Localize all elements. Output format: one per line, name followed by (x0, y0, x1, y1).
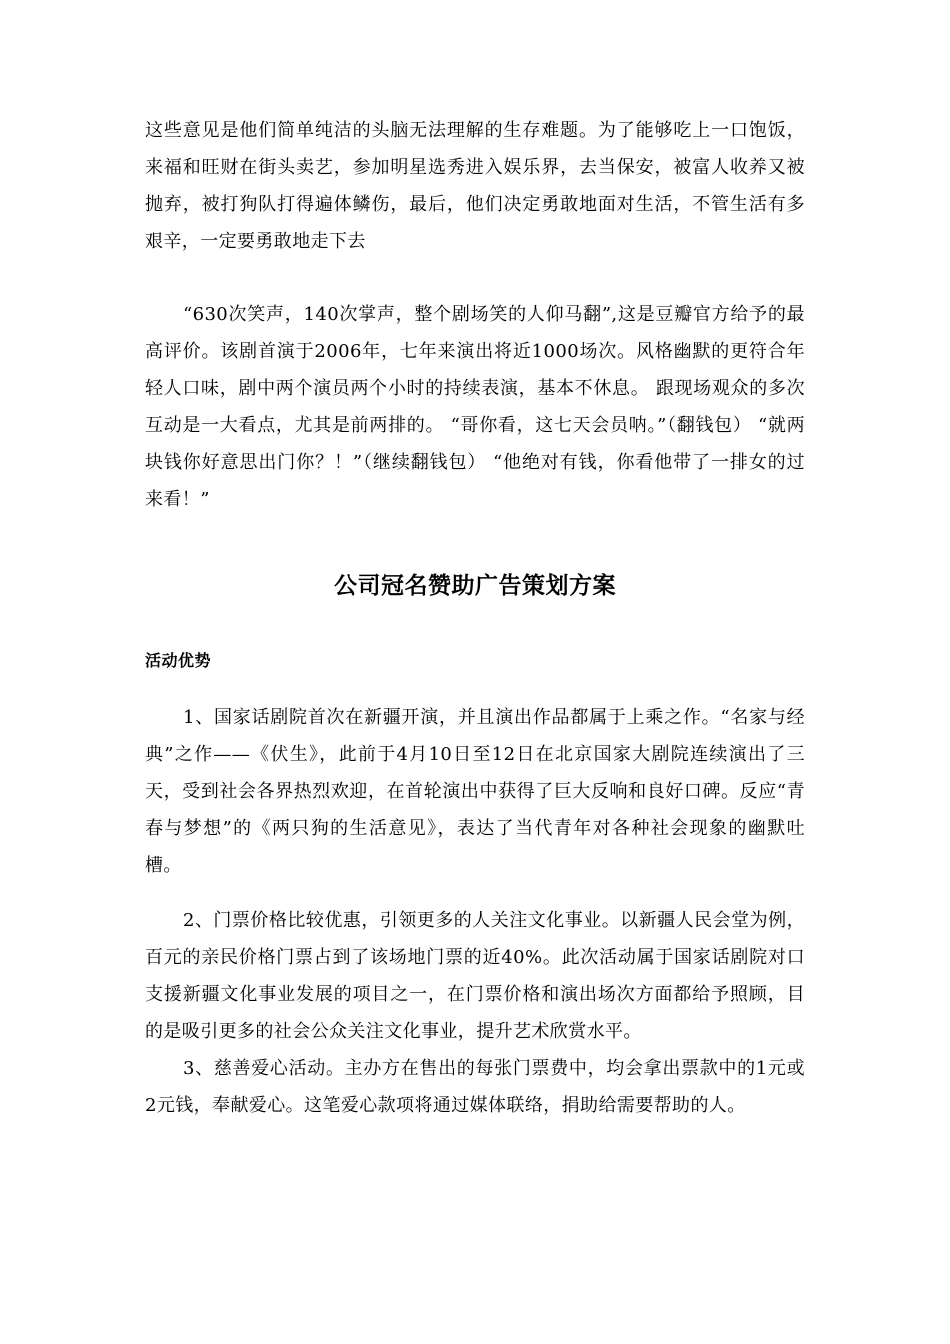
document-title: 公司冠名赞助广告策划方案 (334, 573, 616, 599)
intro-paragraph-2: “630次笑声，140次掌声，整个剧场笑的人仰马翻”,这是豆瓣官方给予的最高评价。该剧首演于2006年，七年来演出将近1000场次。风格幽默的更符合年轻人口味，剧中两个演员两个小时的持续表演，基本不休息。 跟现场观众的多次互动是一大看点，尤其是前两排的。 “哥你看，这七天会员呐。”（翻钱包） “就两块钱你好意思出门你？！”（继续翻钱包） “他绝对有钱，你看他带了一排女的过来看！” (145, 304, 805, 510)
section-heading-advantages: 活动优势 (145, 651, 212, 670)
advantage-paragraph-1: 1、国家话剧院首次在新疆开演，并且演出作品都属于上乘之作。“名家与经典”之作——《伏生》，此前于4月10日至12日在北京国家大剧院连续演出了三天，受到社会各界热烈欢迎，在首轮演出中获得了巨大反响和良好口碑。反应“青春与梦想”的《两只狗的生活意见》，表达了当代青年对各种社会现象的幽默吐槽。 (145, 707, 805, 876)
advantage-paragraph-3: 3、慈善爱心活动。主办方在售出的每张门票费中，均会拿出票款中的1元或2元钱，奉献爱心。这笔爱心款项将通过媒体联络，捐助给需要帮助的人。 (145, 1058, 805, 1116)
document-page (145, 112, 805, 1124)
advantage-paragraph-2: 2、门票价格比较优惠，引领更多的人关注文化事业。以新疆人民会堂为例，百元的亲民价格门票占到了该场地门票的近40%。此次活动属于国家话剧院对口支援新疆文化事业发展的项目之一，在门票价格和演出场次方面都给予照顾，目的是吸引更多的社会公众关注文化事业，提升艺术欣赏水平。 (145, 910, 805, 1042)
intro-paragraph-1: 这些意见是他们简单纯洁的头脑无法理解的生存难题。为了能够吃上一口饱饭，来福和旺财在街头卖艺，参加明星选秀进入娱乐界，去当保安，被富人收养又被抛弃，被打狗队打得遍体鳞伤，最后，他们决定勇敢地面对生活，不管生活有多艰辛，一定要勇敢地走下去 (145, 120, 805, 252)
